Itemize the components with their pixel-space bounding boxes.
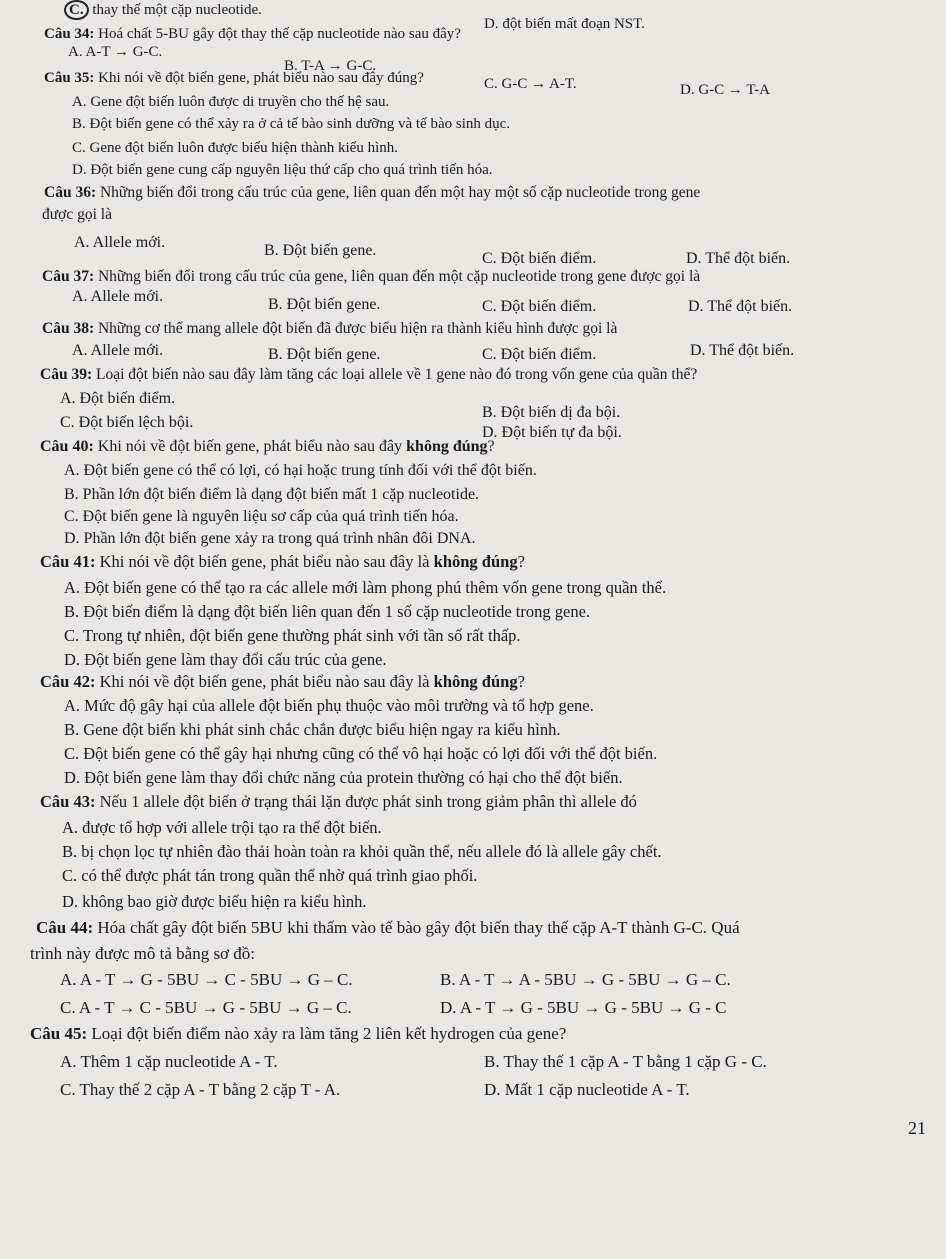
question-42: Câu 42: Khi nói về đột biến gene, phát biểu nào sau đây là không đúng? [40, 672, 525, 691]
q45-option-c: C. Thay thế 2 cặp A - T bằng 2 cặp T - A. [60, 1080, 341, 1099]
page-number: 21 [908, 1118, 926, 1138]
prev-option-c: C. thay thế một cặp nucleotide. [64, 2, 262, 19]
q41-option-a: A. Đột biến gene có thể tạo ra các allele mới làm phong phú thêm vốn gene trong quần thể. [64, 578, 667, 597]
question-43: Câu 43: Nếu 1 allele đột biến ở trạng thái lặn được phát sinh trong giảm phân thì allele đó [40, 792, 637, 811]
question-44-cont: trình này được mô tả bằng sơ đồ: [30, 944, 256, 963]
q36-option-d: D. Thể đột biến. [686, 250, 791, 267]
question-34: Câu 34: Hoá chất 5-BU gây đột thay thế cặp nucleotide nào sau đây? [44, 26, 461, 42]
q39-option-b: B. Đột biến dị đa bội. [482, 404, 621, 421]
question-35: Câu 35: Khi nói về đột biến gene, phát biểu nào sau đây đúng? [44, 70, 424, 86]
q40-option-c: C. Đột biến gene là nguyên liệu sơ cấp của quá trình tiến hóa. [64, 508, 459, 525]
q40-option-b: B. Phần lớn đột biến điểm là dạng đột biến mất 1 cặp nucleotide. [64, 486, 480, 503]
q44-option-d: D. A - T → G - 5BU → G - 5BU → G - C [440, 998, 727, 1017]
q42-option-c: C. Đột biến gene có thể gây hại nhưng cũng có thể vô hại hoặc có lợi đối với thể đột biến. [64, 744, 658, 763]
question-37: Câu 37: Những biến đổi trong cấu trúc của gene, liên quan đến một cặp nucleotide trong gene được gọi là [42, 268, 701, 285]
question-44: Câu 44: Hóa chất gây đột biến 5BU khi thấm vào tế bào gây đột biến thay thế cặp A-T thành G-C. Quá [36, 918, 740, 937]
q42-option-a: A. Mức độ gây hại của allele đột biến phụ thuộc vào môi trường và tổ hợp gene. [64, 696, 594, 715]
q37-option-d: D. Thể đột biến. [688, 298, 793, 315]
q38-option-a: A. Allele mới. [72, 342, 164, 359]
q38-option-d: D. Thể đột biến. [690, 342, 795, 359]
question-45: Câu 45: Loại đột biến điểm nào xảy ra làm tăng 2 liên kết hydrogen của gene? [30, 1024, 567, 1043]
q43-option-b: B. bị chọn lọc tự nhiên đào thải hoàn toàn ra khỏi quần thể, nếu allele đó là allele gây chết. [62, 842, 662, 861]
question-38: Câu 38: Những cơ thể mang allele đột biến đã được biểu hiện ra thành kiểu hình được gọi là [42, 320, 618, 337]
question-41: Câu 41: Khi nói về đột biến gene, phát biểu nào sau đây là không đúng? [40, 552, 525, 571]
circled-answer-mark: C. [64, 0, 89, 20]
q37-option-c: C. Đột biến điểm. [482, 298, 597, 315]
question-39: Câu 39: Loại đột biến nào sau đây làm tăng các loại allele về 1 gene nào đó trong vốn gene của quần thể? [40, 366, 698, 383]
q36-option-a: A. Allele mới. [74, 234, 166, 251]
q38-option-b: B. Đột biến gene. [268, 346, 381, 363]
q37-option-b: B. Đột biến gene. [268, 296, 381, 313]
q39-option-d: D. Đột biến tự đa bội. [482, 424, 622, 441]
question-36-cont: được gọi là [42, 206, 112, 223]
q44-option-a: A. A - T → G - 5BU → C - 5BU → G – C. [60, 970, 353, 989]
q35-option-b: B. Đột biến gene có thể xảy ra ở cả tế bào sinh dưỡng và tế bào sinh dục. [72, 116, 511, 132]
q36-option-c: C. Đột biến điểm. [482, 250, 597, 267]
question-40: Câu 40: Khi nói về đột biến gene, phát biểu nào sau đây không đúng? [40, 438, 495, 455]
q44-option-c: C. A - T → C - 5BU → G - 5BU → G – C. [60, 998, 352, 1017]
q41-option-c: C. Trong tự nhiên, đột biến gene thường phát sinh với tần số rất thấp. [64, 626, 521, 645]
q39-option-c: C. Đột biến lệch bội. [60, 414, 194, 431]
q37-option-a: A. Allele mới. [72, 288, 164, 305]
q35-option-d: D. Đột biến gene cung cấp nguyên liệu thứ cấp cho quá trình tiến hóa. [72, 162, 493, 178]
q45-option-b: B. Thay thế 1 cặp A - T bằng 1 cặp G - C. [484, 1052, 767, 1071]
q40-option-d: D. Phần lớn đột biến gene xảy ra trong quá trình nhân đôi DNA. [64, 530, 476, 547]
q34-option-b: B. T-A → G-C. [284, 58, 377, 74]
q42-option-b: B. Gene đột biến khi phát sinh chắc chắn được biểu hiện ngay ra kiểu hình. [64, 720, 561, 739]
question-36: Câu 36: Những biến đổi trong cấu trúc của gene, liên quan đến một hay một số cặp nucleotide trong gene [44, 184, 701, 201]
q38-option-c: C. Đột biến điểm. [482, 346, 597, 363]
q43-option-d: D. không bao giờ được biểu hiện ra kiểu hình. [62, 892, 367, 911]
q36-option-b: B. Đột biến gene. [264, 242, 377, 259]
q34-option-d: D. G-C → T-A [680, 82, 771, 98]
q41-option-b: B. Đột biến điểm là dạng đột biến liên quan đến 1 số cặp nucleotide trong gene. [64, 602, 591, 621]
prev-option-d: D. đột biến mất đoạn NST. [484, 16, 645, 32]
q44-option-b: B. A - T → A - 5BU → G - 5BU → G – C. [440, 970, 731, 989]
q45-option-d: D. Mất 1 cặp nucleotide A - T. [484, 1080, 690, 1099]
q35-option-c: C. Gene đột biến luôn được biểu hiện thành kiểu hình. [72, 140, 399, 156]
q42-option-d: D. Đột biến gene làm thay đổi chức năng của protein thường có hại cho thể đột biến. [64, 768, 623, 787]
q34-option-c: C. G-C → A-T. [484, 76, 577, 92]
q43-option-c: C. có thể được phát tán trong quần thể nhờ quá trình giao phối. [62, 866, 478, 885]
q41-option-d: D. Đột biến gene làm thay đổi cấu trúc của gene. [64, 650, 387, 669]
q34-option-a: A. A-T → G-C. [68, 44, 163, 60]
q45-option-a: A. Thêm 1 cặp nucleotide A - T. [60, 1052, 278, 1071]
q35-option-a: A. Gene đột biến luôn được di truyền cho thế hệ sau. [72, 94, 390, 110]
q43-option-a: A. được tổ hợp với allele trội tạo ra thể đột biến. [62, 818, 382, 837]
q39-option-a: A. Đột biến điểm. [60, 390, 176, 407]
q40-option-a: A. Đột biến gene có thể có lợi, có hại hoặc trung tính đối với thể đột biến. [64, 462, 537, 479]
